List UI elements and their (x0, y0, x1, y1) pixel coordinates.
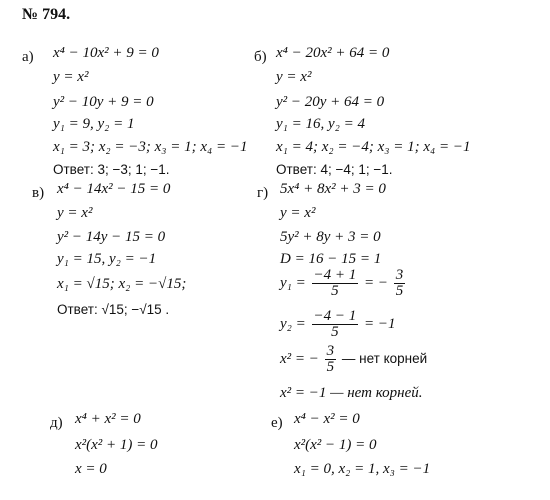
part-g-y1-result-fraction (394, 268, 406, 299)
part-b-equation: x⁴ − 20x² + 64 = 0 (276, 45, 390, 61)
part-g-x-case1-num: 3 (326, 343, 335, 359)
part-a-quadratic: y² − 10y + 9 = 0 (53, 94, 154, 110)
part-e-label: е) (271, 415, 283, 431)
part-v-label: в) (32, 185, 45, 201)
part-v-equation: x⁴ − 14x² − 15 = 0 (57, 181, 171, 197)
part-g-equation: 5x⁴ + 8x² + 3 = 0 (280, 181, 386, 197)
part-d-label: д) (50, 415, 63, 431)
part-g-y2-line (280, 309, 396, 340)
part-g-y1-den: 5 (331, 283, 339, 299)
part-g-y2-fraction (312, 309, 359, 340)
part-g-discriminant: D = 16 − 15 = 1 (280, 251, 382, 267)
part-b-label: б) (254, 49, 267, 65)
part-a-substitution: y = x² (53, 69, 89, 85)
part-g-substitution: y = x² (280, 205, 316, 221)
part-g-x-case1 (280, 344, 427, 375)
part-g-y2-den: 5 (331, 324, 339, 340)
part-b-x-roots: x₁ = 4; x₂ = −4; x₃ = 1; x₄ = −1 (276, 139, 471, 155)
part-g-y1-lhs: y₁ = (280, 274, 306, 291)
part-g-y1-fraction (312, 268, 359, 299)
part-a-equation: x⁴ − 10x² + 9 = 0 (53, 45, 159, 61)
part-g-y1-res-den: 5 (395, 283, 404, 299)
part-g-y1-res-num: 3 (395, 267, 404, 283)
part-g-x-case1-den: 5 (326, 359, 335, 375)
part-g-x-case1-lhs: x² = − (280, 350, 319, 367)
part-g-y1-eq: = − (364, 274, 388, 291)
part-v-substitution: y = x² (57, 205, 93, 221)
part-e-result: x₁ = 0, x₂ = 1, x₃ = −1 (294, 461, 431, 477)
part-g-y2-lhs: y₂ = (280, 315, 306, 332)
part-g-y1-line (280, 268, 407, 299)
part-b-y-roots: y₁ = 16, y₂ = 4 (276, 116, 365, 132)
part-g-quadratic: 5y² + 8y + 3 = 0 (280, 229, 381, 245)
part-v-quadratic: y² − 14y − 15 = 0 (57, 229, 166, 245)
part-d-result: x = 0 (75, 461, 107, 477)
part-b-substitution: y = x² (276, 69, 312, 85)
part-d-factored: x²(x² + 1) = 0 (75, 437, 158, 453)
part-b-quadratic: y² − 20y + 64 = 0 (276, 94, 385, 110)
part-g-x-case2: x² = −1 — нет корней. (280, 385, 423, 401)
part-g-y2-num: −4 − 1 (313, 308, 357, 324)
part-e-equation: x⁴ − x² = 0 (294, 411, 360, 427)
part-g-x-case1-fraction (325, 344, 337, 375)
part-a-label: а) (22, 49, 34, 65)
part-e-factored: x²(x² − 1) = 0 (294, 437, 377, 453)
part-a-answer: Ответ: 3; −3; 1; −1. (53, 162, 170, 177)
part-v-x-roots: x₁ = √15; x₂ = −√15; (57, 276, 187, 292)
part-g-x-case1-note: — нет корней (341, 350, 428, 366)
part-v-y-roots: y₁ = 15, y₂ = −1 (57, 251, 157, 267)
part-a-x-roots: x₁ = 3; x₂ = −3; x₃ = 1; x₄ = −1 (53, 139, 248, 155)
part-g-y2-result: = −1 (364, 315, 396, 332)
part-d-equation: x⁴ + x² = 0 (75, 411, 141, 427)
part-g-label: г) (257, 185, 269, 201)
problem-number: № 794. (22, 6, 71, 23)
part-v-answer: Ответ: √15; −√15 . (57, 302, 170, 317)
part-g-y1-num: −4 + 1 (313, 267, 357, 283)
part-a-y-roots: y₁ = 9, y₂ = 1 (53, 116, 135, 132)
part-b-answer: Ответ: 4; −4; 1; −1. (276, 162, 393, 177)
